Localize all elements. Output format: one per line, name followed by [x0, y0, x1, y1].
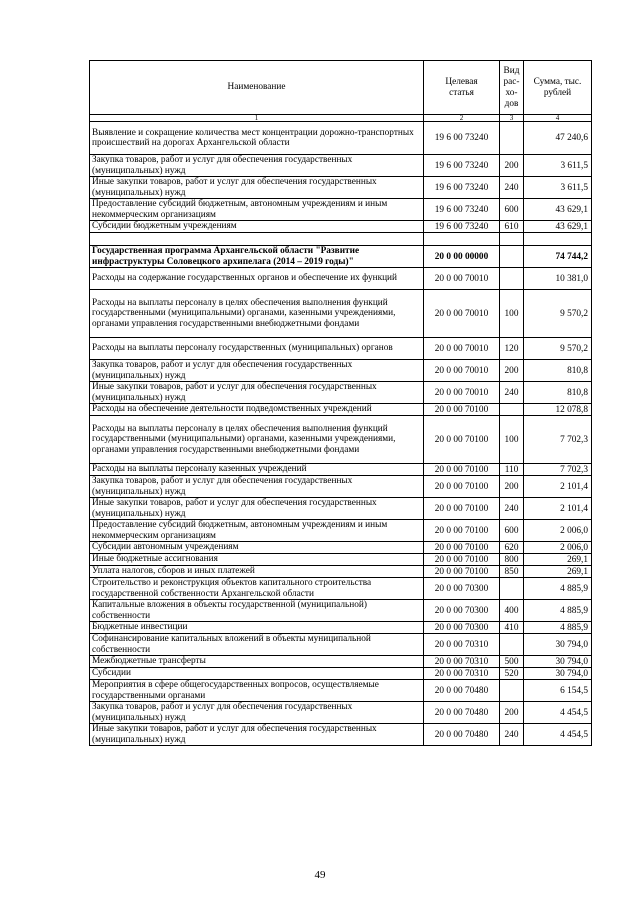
row-sum: 7 702,3 [524, 464, 592, 476]
header-target-article: Целевая статья [424, 61, 500, 115]
header-name: Наименование [90, 61, 424, 115]
row-sum: 7 702,3 [524, 416, 592, 464]
table-row [90, 177, 592, 199]
row-sum: 4 885,9 [524, 578, 592, 600]
row-target-article: 20 0 00 70100 [424, 554, 500, 566]
table-header-row [90, 61, 592, 115]
row-sum: 2 006,0 [524, 542, 592, 554]
row-name: Расходы на выплаты персоналу в целях обеспечения выполнения функций государственными (муниципальными) органами, казенными учреждениями, органами управления государственными внебюджетными фондами [90, 290, 424, 338]
row-sum: 4 885,9 [524, 600, 592, 622]
table-row [90, 464, 592, 476]
row-name: Субсидии бюджетным учреждениям [90, 221, 424, 233]
header-expense-type-line: Вид [503, 65, 520, 76]
row-name: Капитальные вложения в объекты государственной (муниципальной) собственности [90, 600, 424, 622]
table-row [90, 600, 592, 622]
row-target-article: 19 6 00 73240 [424, 177, 500, 199]
row-sum: 10 381,0 [524, 268, 592, 290]
row-target-article: 20 0 00 70010 [424, 360, 500, 382]
table-row [90, 476, 592, 498]
table-row [90, 680, 592, 702]
row-name: Расходы на обеспечение деятельности подведомственных учреждений [90, 404, 424, 416]
row-target-article: 20 0 00 70010 [424, 382, 500, 404]
row-name: Иные закупки товаров, работ и услуг для обеспечения государственных (муниципальных) нужд [90, 724, 424, 746]
row-name: Уплата налогов, сборов и иных платежей [90, 566, 424, 578]
table-row [90, 702, 592, 724]
row-expense-type [500, 680, 524, 702]
row-target-article: 20 0 00 70100 [424, 476, 500, 498]
row-expense-type: 100 [500, 290, 524, 338]
row-target-article: 19 6 00 73240 [424, 122, 500, 155]
table-row [90, 656, 592, 668]
row-name: Субсидии автономным учреждениям [90, 542, 424, 554]
table-row [90, 233, 592, 246]
row-name [90, 233, 424, 246]
row-sum: 30 794,0 [524, 656, 592, 668]
row-name: Закупка товаров, работ и услуг для обеспечения государственных (муниципальных) нужд [90, 476, 424, 498]
row-target-article: 20 0 00 70100 [424, 566, 500, 578]
row-expense-type [500, 268, 524, 290]
row-name: Мероприятия в сфере общегосударственных вопросов, осуществляемые государственными органами [90, 680, 424, 702]
row-expense-type: 600 [500, 520, 524, 542]
row-name: Расходы на выплаты персоналу государственных (муниципальных) органов [90, 338, 424, 360]
table-row [90, 542, 592, 554]
row-sum: 12 078,8 [524, 404, 592, 416]
table-row [90, 634, 592, 656]
row-sum: 3 611,5 [524, 177, 592, 199]
row-expense-type: 110 [500, 464, 524, 476]
row-target-article: 20 0 00 70100 [424, 416, 500, 464]
table-row [90, 622, 592, 634]
row-target-article: 20 0 00 70100 [424, 498, 500, 520]
row-target-article: 20 0 00 70310 [424, 668, 500, 680]
table-row [90, 404, 592, 416]
row-target-article: 20 0 00 70310 [424, 634, 500, 656]
table-body [90, 122, 592, 746]
row-sum: 2 006,0 [524, 520, 592, 542]
row-expense-type: 100 [500, 416, 524, 464]
row-target-article: 19 6 00 73240 [424, 155, 500, 177]
row-name: Иные закупки товаров, работ и услуг для обеспечения государственных (муниципальных) нужд [90, 177, 424, 199]
row-target-article: 20 0 00 70100 [424, 464, 500, 476]
row-sum: 269,1 [524, 566, 592, 578]
row-sum: 2 101,4 [524, 476, 592, 498]
row-name: Расходы на выплаты персоналу в целях обеспечения выполнения функций государственными (муниципальными) органами, казенными учреждениями, органами управления государственными внебюджетными фондами [90, 416, 424, 464]
row-expense-type: 120 [500, 338, 524, 360]
row-name: Расходы на выплаты персоналу казенных учреждений [90, 464, 424, 476]
row-target-article: 20 0 00 70480 [424, 680, 500, 702]
table-row [90, 554, 592, 566]
row-expense-type [500, 634, 524, 656]
row-expense-type [500, 233, 524, 246]
row-expense-type: 240 [500, 498, 524, 520]
row-expense-type [500, 246, 524, 268]
row-expense-type: 500 [500, 656, 524, 668]
header-expense-type-line: хо- [505, 87, 518, 98]
column-number: 1 [90, 115, 424, 122]
row-expense-type [500, 404, 524, 416]
row-expense-type: 620 [500, 542, 524, 554]
row-name: Строительство и реконструкция объектов капитального строительства государственной собственности Архангельской области [90, 578, 424, 600]
row-sum: 269,1 [524, 554, 592, 566]
table-row [90, 668, 592, 680]
row-target-article: 19 6 00 73240 [424, 221, 500, 233]
header-expense-type [500, 61, 524, 115]
table-row [90, 416, 592, 464]
row-name: Закупка товаров, работ и услуг для обеспечения государственных (муниципальных) нужд [90, 360, 424, 382]
table-row [90, 382, 592, 404]
row-sum: 810,8 [524, 382, 592, 404]
row-name: Субсидии [90, 668, 424, 680]
row-expense-type: 200 [500, 476, 524, 498]
row-expense-type: 800 [500, 554, 524, 566]
row-expense-type: 610 [500, 221, 524, 233]
row-sum: 3 611,5 [524, 155, 592, 177]
row-expense-type: 200 [500, 360, 524, 382]
row-name: Иные закупки товаров, работ и услуг для обеспечения государственных (муниципальных) нужд [90, 498, 424, 520]
row-name: Закупка товаров, работ и услуг для обеспечения государственных (муниципальных) нужд [90, 155, 424, 177]
row-expense-type: 240 [500, 177, 524, 199]
row-sum [524, 233, 592, 246]
row-expense-type: 400 [500, 600, 524, 622]
table-row [90, 338, 592, 360]
row-name: Иные закупки товаров, работ и услуг для обеспечения государственных (муниципальных) нужд [90, 382, 424, 404]
row-sum: 30 794,0 [524, 634, 592, 656]
table-row [90, 268, 592, 290]
column-number-row [90, 115, 592, 122]
row-sum: 810,8 [524, 360, 592, 382]
row-target-article: 20 0 00 70300 [424, 622, 500, 634]
table-row [90, 520, 592, 542]
row-target-article: 19 6 00 73240 [424, 199, 500, 221]
row-target-article: 20 0 00 70310 [424, 656, 500, 668]
row-sum: 43 629,1 [524, 221, 592, 233]
table-row [90, 122, 592, 155]
row-sum: 30 794,0 [524, 668, 592, 680]
row-name: Государственная программа Архангельской области "Развитие инфраструктуры Соловецкого архипелага (2014 – 2019 годы)" [90, 246, 424, 268]
row-expense-type: 200 [500, 155, 524, 177]
table-row [90, 290, 592, 338]
row-expense-type: 850 [500, 566, 524, 578]
row-sum: 9 570,2 [524, 290, 592, 338]
row-name: Предоставление субсидий бюджетным, автономным учреждениям и иным некоммерческим организациям [90, 520, 424, 542]
row-name: Межбюджетные трансферты [90, 656, 424, 668]
row-sum: 6 154,5 [524, 680, 592, 702]
budget-table [89, 60, 592, 746]
column-number: 3 [500, 115, 524, 122]
table-row [90, 578, 592, 600]
row-name: Софинансирование капитальных вложений в объекты муниципальной собственности [90, 634, 424, 656]
row-target-article: 20 0 00 70100 [424, 542, 500, 554]
row-expense-type: 410 [500, 622, 524, 634]
row-expense-type: 200 [500, 702, 524, 724]
row-name: Предоставление субсидий бюджетным, автономным учреждениям и иным некоммерческим организациям [90, 199, 424, 221]
row-target-article: 20 0 00 00000 [424, 246, 500, 268]
row-target-article: 20 0 00 70480 [424, 724, 500, 746]
row-target-article: 20 0 00 70010 [424, 268, 500, 290]
column-number: 2 [424, 115, 500, 122]
row-target-article: 20 0 00 70010 [424, 290, 500, 338]
row-sum: 2 101,4 [524, 498, 592, 520]
row-expense-type [500, 122, 524, 155]
table-row [90, 360, 592, 382]
row-target-article: 20 0 00 70100 [424, 520, 500, 542]
row-target-article: 20 0 00 70010 [424, 338, 500, 360]
row-name: Выявление и сокращение количества мест концентрации дорожно-транспортных происшествий на дорогах Архангельской области [90, 122, 424, 155]
row-expense-type: 240 [500, 724, 524, 746]
page-number: 49 [314, 869, 326, 881]
header-sum: Сумма, тыс. рублей [524, 61, 592, 115]
row-sum: 4 885,9 [524, 622, 592, 634]
row-name: Бюджетные инвестиции [90, 622, 424, 634]
table-row [90, 221, 592, 233]
row-target-article: 20 0 00 70100 [424, 404, 500, 416]
table-row [90, 724, 592, 746]
table-row [90, 246, 592, 268]
row-target-article [424, 233, 500, 246]
table-row [90, 199, 592, 221]
row-sum: 47 240,6 [524, 122, 592, 155]
row-name: Иные бюджетные ассигнования [90, 554, 424, 566]
row-sum: 4 454,5 [524, 724, 592, 746]
row-target-article: 20 0 00 70300 [424, 600, 500, 622]
row-expense-type: 600 [500, 199, 524, 221]
row-sum: 43 629,1 [524, 199, 592, 221]
row-expense-type: 520 [500, 668, 524, 680]
column-number: 4 [524, 115, 592, 122]
row-target-article: 20 0 00 70300 [424, 578, 500, 600]
row-name: Закупка товаров, работ и услуг для обеспечения государственных (муниципальных) нужд [90, 702, 424, 724]
row-target-article: 20 0 00 70480 [424, 702, 500, 724]
table-row [90, 566, 592, 578]
header-expense-type-line: дов [504, 98, 519, 109]
row-sum: 4 454,5 [524, 702, 592, 724]
table-row [90, 155, 592, 177]
header-expense-type-line: рас- [503, 76, 520, 87]
row-expense-type: 240 [500, 382, 524, 404]
table-row [90, 498, 592, 520]
row-sum: 9 570,2 [524, 338, 592, 360]
row-name: Расходы на содержание государственных органов и обеспечение их функций [90, 268, 424, 290]
row-expense-type [500, 578, 524, 600]
row-sum: 74 744,2 [524, 246, 592, 268]
